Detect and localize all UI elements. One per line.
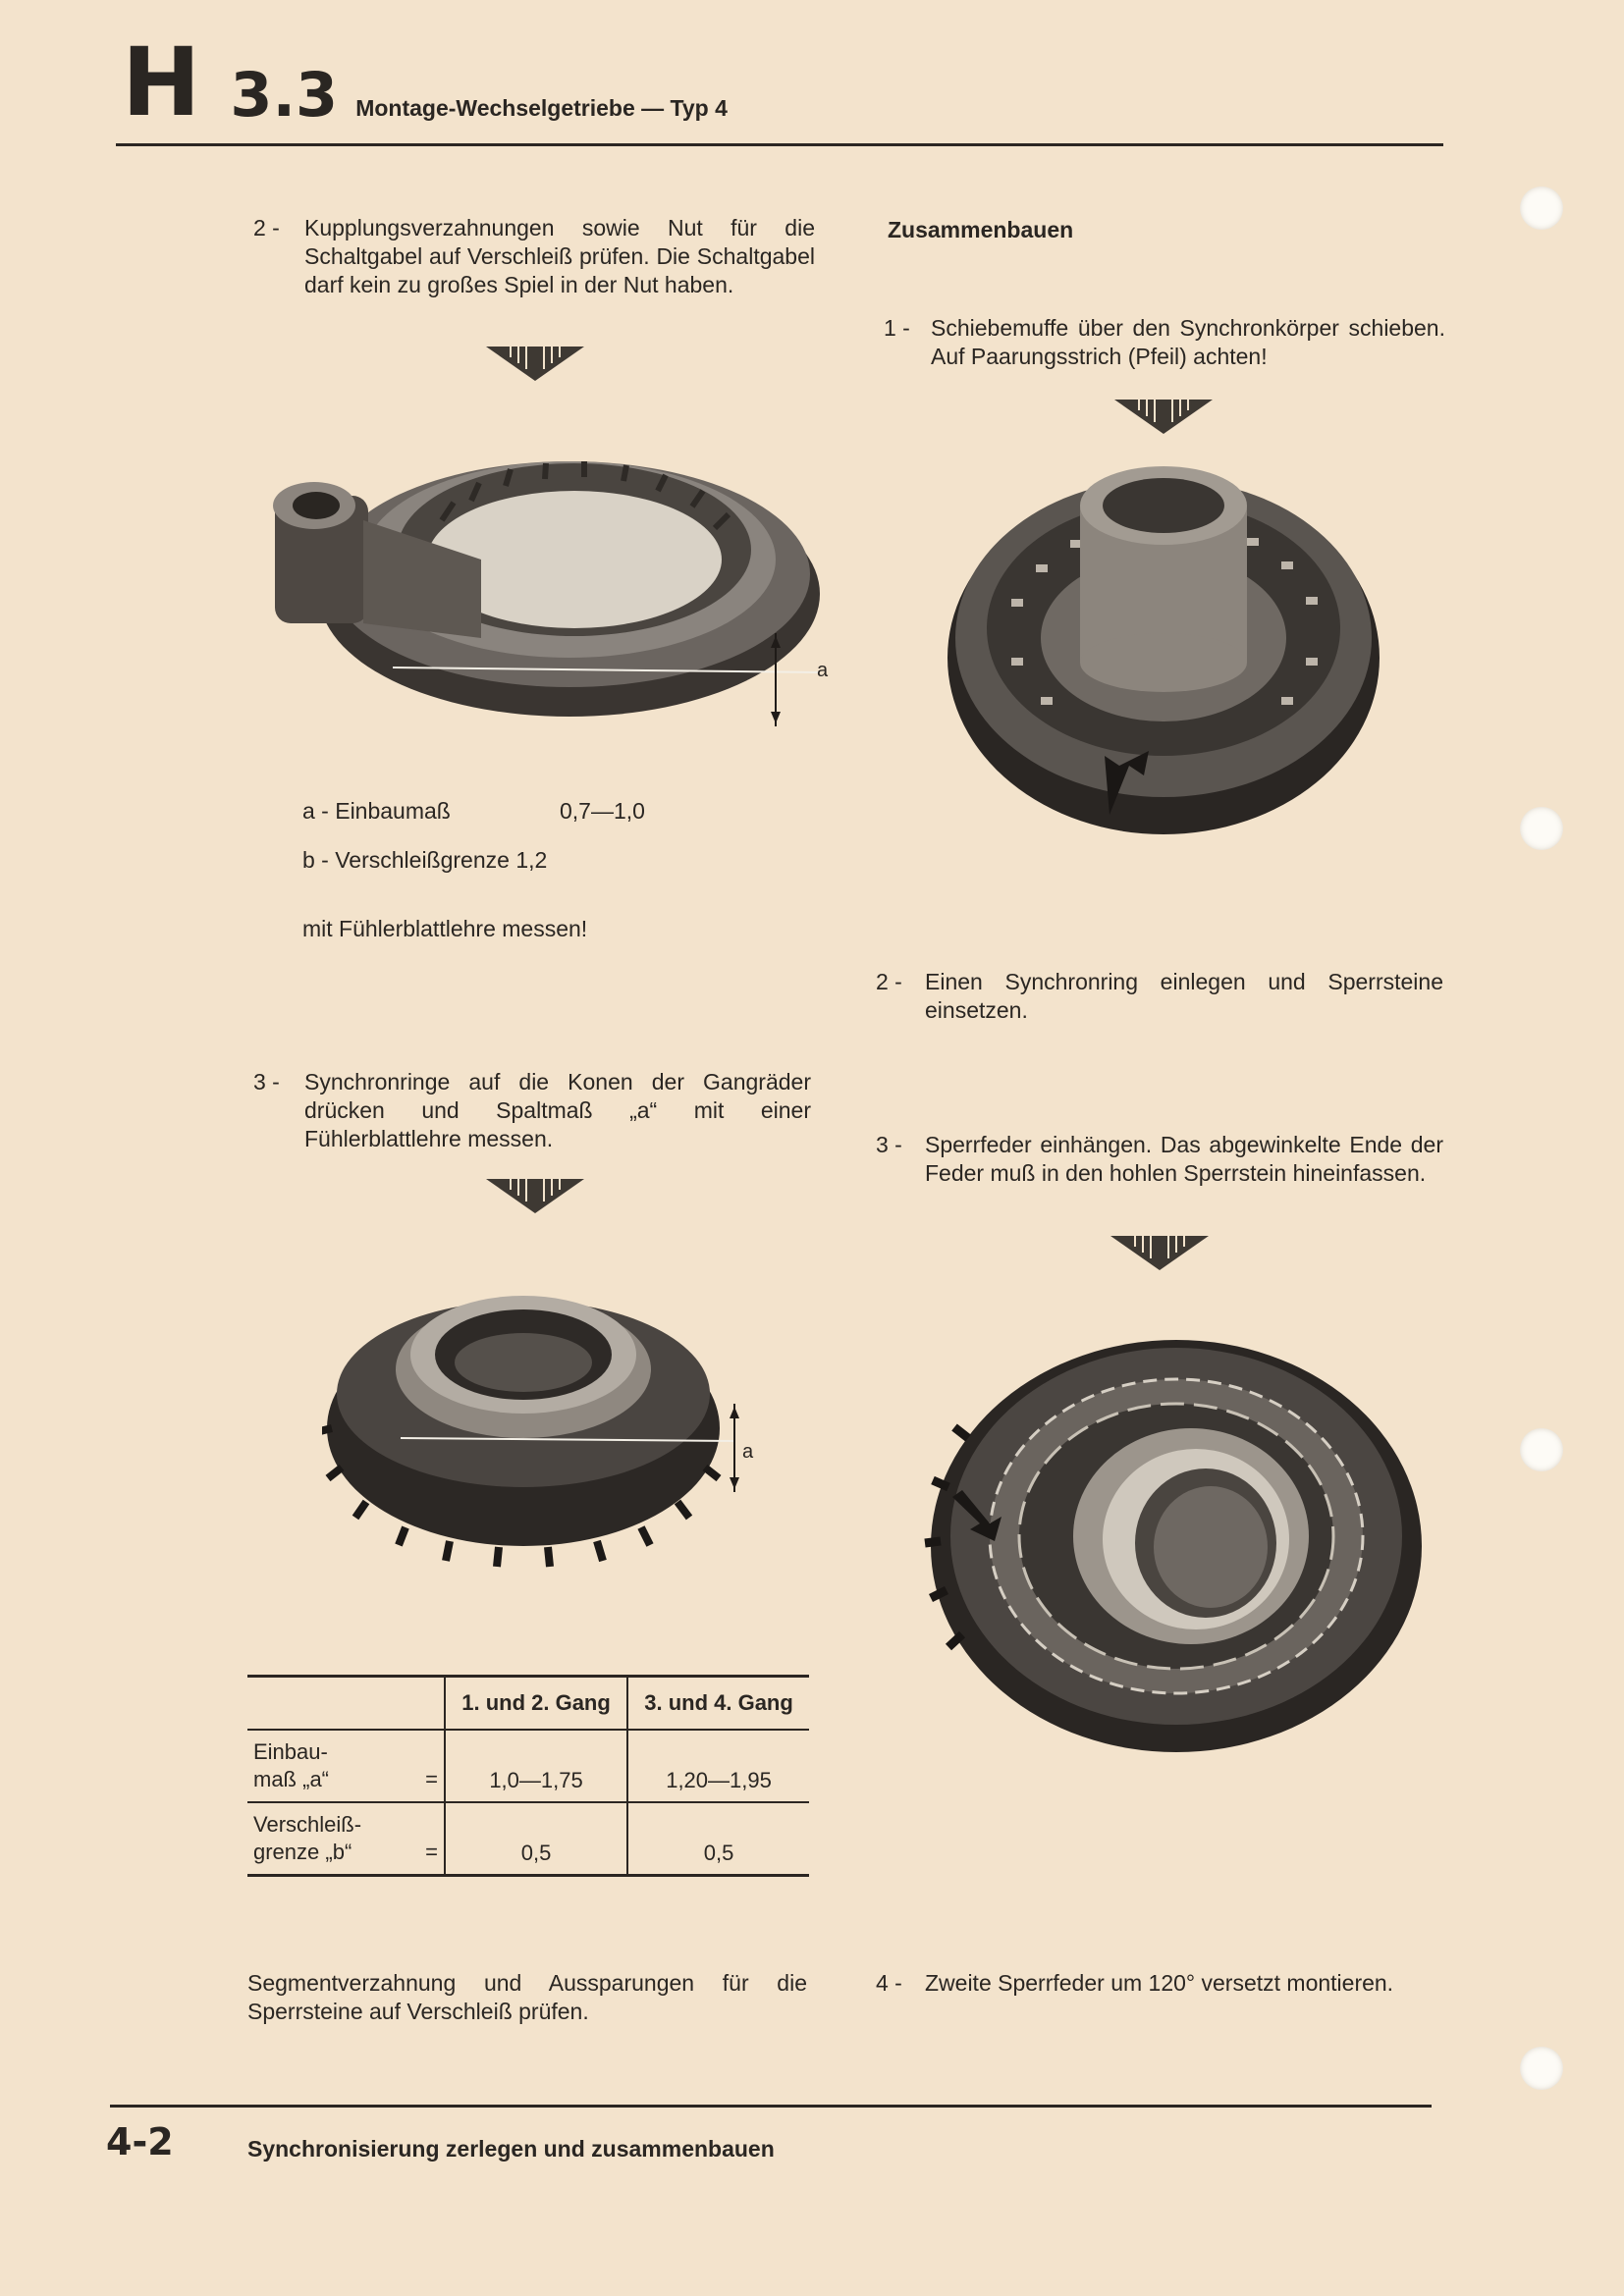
section-number: 3.3	[230, 59, 339, 131]
punch-hole	[1520, 2047, 1563, 2090]
step-number: 2 -	[876, 969, 902, 994]
synchro-spring-photo	[911, 1315, 1422, 1767]
punch-hole	[1520, 187, 1563, 230]
table-cell: 1,0—1,75	[445, 1730, 627, 1802]
sliding-sleeve-photo	[943, 452, 1384, 844]
label-line: maß „a“	[253, 1767, 329, 1791]
step-text: Kupplungsverzahnungen sowie Nut für die Schaltgabel auf Verschleiß prüfen. Die Schaltgabel darf kein zu großes Spiel in der Nut haben.	[304, 215, 815, 297]
right-step-4	[876, 1969, 1445, 1998]
page-header	[122, 27, 728, 137]
step-text: Synchronringe auf die Konen der Gangräder drücken und Spaltmaß „a“ mit einer Fühlerblattlehre messen.	[304, 1069, 811, 1151]
label-line: grenze „b“	[253, 1839, 352, 1864]
step-number: 2 -	[253, 215, 280, 240]
label-line-2	[253, 1766, 438, 1793]
measure-a-value: 0,7—1,0	[560, 798, 645, 824]
shift-fork-ring-photo	[245, 412, 835, 736]
assembly-heading: Zusammenbauen	[888, 217, 1074, 242]
label-line: Einbau-	[253, 1739, 328, 1764]
gear-synchro-ring-photo	[322, 1256, 774, 1590]
table-row-label	[247, 1802, 445, 1875]
measure-note: mit Fühlerblattlehre messen!	[302, 916, 588, 941]
dimension-label-a: a	[817, 660, 829, 681]
spec-table	[247, 1675, 809, 1877]
punch-hole	[1520, 1428, 1563, 1471]
left-step-2	[253, 214, 815, 299]
down-arrow-icon	[1110, 397, 1218, 436]
header-rule	[116, 143, 1443, 146]
down-arrow-icon	[481, 1176, 589, 1215]
label-line-2	[253, 1839, 438, 1866]
footer-rule	[110, 2105, 1432, 2108]
step-number: 1 -	[884, 315, 910, 341]
table-header-cell	[247, 1677, 445, 1731]
step-text: Schiebemuffe über den Synchronkörper schieben. Auf Paarungsstrich (Pfeil) achten!	[931, 315, 1445, 369]
label-line: Verschleiß-	[253, 1811, 362, 1837]
step-text: Zweite Sperrfeder um 120° versetzt montieren.	[925, 1970, 1394, 1996]
equals-sign: =	[425, 1839, 438, 1864]
step-number: 4 -	[876, 1970, 902, 1996]
table-cell: 0,5	[445, 1802, 627, 1875]
down-arrow-icon	[1106, 1233, 1214, 1272]
measure-a-label: a - Einbaumaß	[302, 798, 451, 824]
table-cell: 1,20—1,95	[627, 1730, 809, 1802]
right-step-2	[876, 968, 1443, 1025]
equals-sign: =	[425, 1767, 438, 1791]
table-row-label	[247, 1730, 445, 1802]
table-row	[247, 1802, 809, 1875]
punch-hole	[1520, 807, 1563, 850]
step-text: Einen Synchronring einlegen und Sperrsteine einsetzen.	[925, 969, 1443, 1023]
section-letter: H	[122, 27, 201, 137]
closing-text: Segmentverzahnung und Aussparungen für die Sperrsteine auf Verschleiß prüfen.	[247, 1970, 807, 2024]
table-row	[247, 1730, 809, 1802]
measure-b-label: b - Verschleißgrenze 1,2	[302, 847, 548, 873]
dimension-label-a: a	[742, 1441, 754, 1463]
step-text: Sperrfeder einhängen. Das abgewinkelte Ende der Feder muß in den hohlen Sperrstein hineinfassen.	[925, 1132, 1443, 1186]
right-step-1	[884, 314, 1445, 371]
page-number: 4-2	[106, 2120, 174, 2163]
table-header-cell: 1. und 2. Gang	[445, 1677, 627, 1731]
step-number: 3 -	[876, 1132, 902, 1157]
right-step-3	[876, 1131, 1443, 1188]
step-number: 3 -	[253, 1069, 280, 1095]
table-header-cell: 3. und 4. Gang	[627, 1677, 809, 1731]
section-title: Montage-Wechselgetriebe — Typ 4	[355, 95, 728, 121]
left-step-3	[253, 1068, 811, 1153]
down-arrow-icon	[481, 344, 589, 383]
footer-title: Synchronisierung zerlegen und zusammenbauen	[247, 2136, 775, 2162]
table-cell: 0,5	[627, 1802, 809, 1875]
